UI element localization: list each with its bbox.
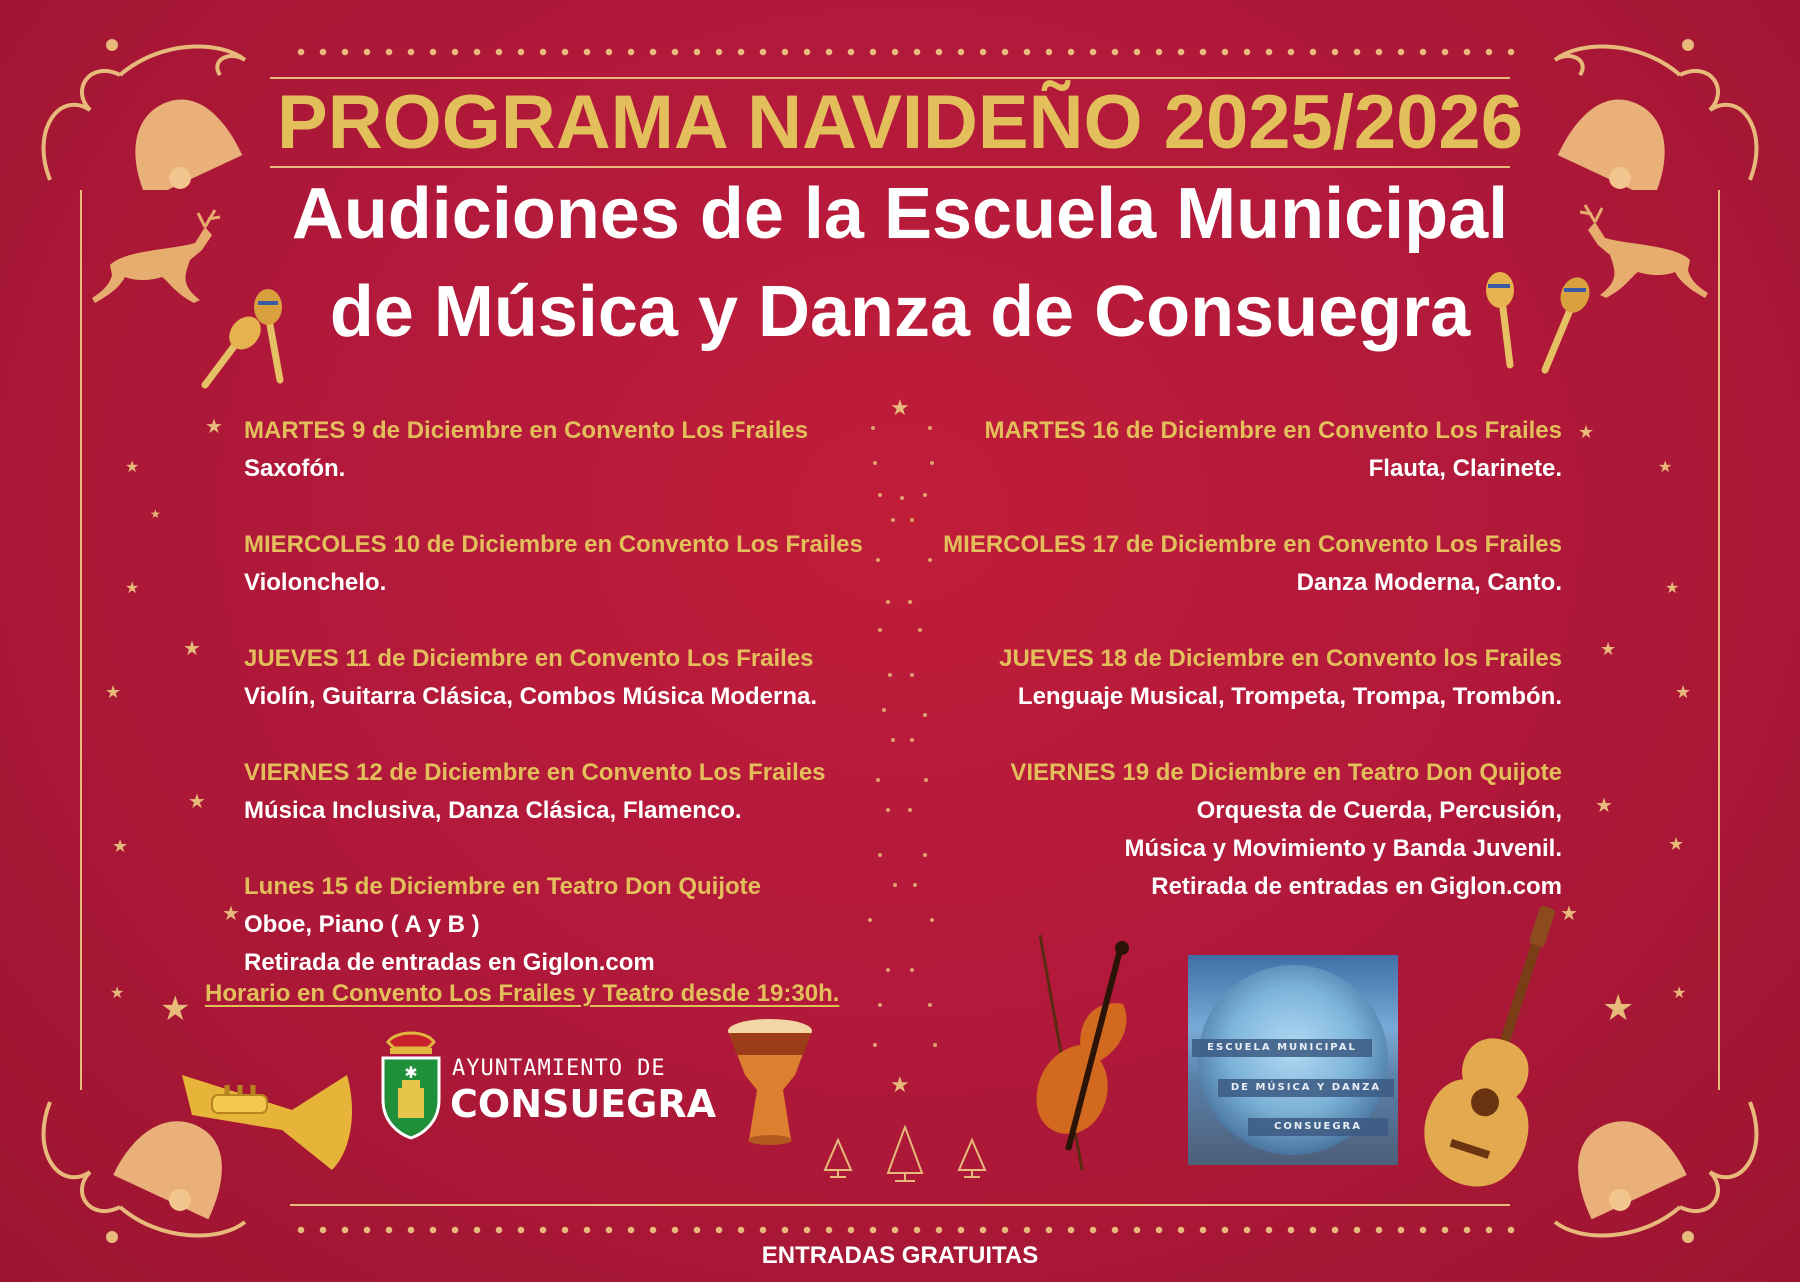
christmas-tree-icon bbox=[820, 1125, 990, 1185]
event-item bbox=[902, 640, 1562, 716]
top-dotted-border bbox=[290, 48, 1520, 56]
event-date: JUEVES 11 de Diciembre en Convento Los Frailes bbox=[244, 645, 814, 672]
svg-text:★: ★ bbox=[890, 1072, 910, 1097]
event-date: Lunes 15 de Diciembre en Teatro Don Quijote bbox=[244, 873, 761, 900]
svg-text:★: ★ bbox=[105, 682, 122, 702]
event-item bbox=[244, 754, 904, 830]
svg-text:★: ★ bbox=[222, 903, 240, 925]
violin-icon bbox=[1010, 930, 1150, 1175]
svg-text:★: ★ bbox=[1595, 795, 1613, 817]
svg-text:★: ★ bbox=[1675, 682, 1692, 702]
event-date: MARTES 9 de Diciembre en Convento Los Frailes bbox=[244, 417, 809, 444]
svg-text:★: ★ bbox=[125, 580, 140, 597]
escuela-label: ESCUELA MUNICIPAL bbox=[1192, 1039, 1372, 1057]
event-item bbox=[244, 868, 904, 982]
program-title: PROGRAMA NAVIDEÑO 2025/2026 bbox=[277, 80, 1523, 165]
event-instruments: Saxofón. bbox=[244, 455, 346, 482]
svg-text:✱: ✱ bbox=[404, 1065, 418, 1082]
event-instruments: Flauta, Clarinete. bbox=[1368, 455, 1562, 482]
event-date: MIERCOLES 10 de Diciembre en Convento Los Frailes bbox=[244, 531, 863, 558]
consuegra-label: CONSUEGRA bbox=[450, 1082, 717, 1126]
svg-text:★: ★ bbox=[150, 507, 161, 521]
ayuntamiento-logo bbox=[378, 1030, 717, 1140]
coat-of-arms-icon bbox=[378, 1030, 444, 1140]
musica-danza-label: DE MÚSICA Y DANZA bbox=[1218, 1079, 1394, 1097]
free-entry-label: ENTRADAS GRATUITAS bbox=[761, 1242, 1039, 1269]
bottom-dotted-border bbox=[290, 1226, 1520, 1234]
schedule-right-column bbox=[902, 412, 1562, 944]
svg-text:★: ★ bbox=[183, 638, 201, 660]
event-date: VIERNES 12 de Diciembre en Convento Los Frailes bbox=[244, 759, 826, 786]
consuegra-label: CONSUEGRA bbox=[1248, 1118, 1388, 1136]
bottom-border-line bbox=[290, 1204, 1510, 1206]
ayuntamiento-label: AYUNTAMIENTO DE bbox=[452, 1056, 666, 1081]
svg-text:★: ★ bbox=[1560, 903, 1578, 925]
svg-text:★: ★ bbox=[1658, 459, 1673, 476]
drum-icon bbox=[725, 1015, 815, 1145]
title-underline bbox=[270, 166, 1510, 168]
svg-text:★: ★ bbox=[160, 990, 191, 1028]
svg-text:★: ★ bbox=[1602, 987, 1635, 1028]
svg-text:★: ★ bbox=[890, 395, 910, 420]
event-item bbox=[902, 526, 1562, 602]
schedule-time-note: Horario en Convento Los Frailes y Teatro desde 19:30h. bbox=[205, 980, 840, 1007]
svg-text:★: ★ bbox=[125, 459, 140, 476]
top-border-line bbox=[270, 77, 1510, 79]
event-item bbox=[902, 754, 1562, 906]
event-item bbox=[244, 412, 904, 488]
event-instruments: Violín, Guitarra Clásica, Combos Música Moderna. bbox=[244, 683, 818, 710]
svg-text:★: ★ bbox=[205, 416, 223, 438]
schedule-left-column bbox=[244, 412, 904, 1020]
svg-text:★: ★ bbox=[1668, 834, 1685, 854]
event-item bbox=[902, 412, 1562, 488]
trumpet-icon bbox=[172, 1055, 362, 1175]
event-tickets-note: Retirada de entradas en Giglon.com bbox=[244, 949, 655, 976]
svg-text:★: ★ bbox=[1665, 580, 1680, 597]
svg-text:★: ★ bbox=[188, 791, 206, 813]
event-tickets-note: Retirada de entradas en Giglon.com bbox=[1151, 873, 1562, 900]
svg-text:★: ★ bbox=[1578, 422, 1595, 442]
event-date: MIERCOLES 17 de Diciembre en Convento Los Frailes bbox=[943, 531, 1562, 558]
event-date: JUEVES 18 de Diciembre en Convento los Frailes bbox=[999, 645, 1562, 672]
subtitle-line-2: de Música y Danza de Consuegra bbox=[329, 272, 1471, 352]
event-date: VIERNES 19 de Diciembre en Teatro Don Quijote bbox=[1010, 759, 1562, 786]
event-instruments: Oboe, Piano ( A y B ) bbox=[244, 911, 480, 938]
event-instruments: Orquesta de Cuerda, Percusión, bbox=[1196, 797, 1562, 824]
svg-text:★: ★ bbox=[1672, 985, 1687, 1002]
event-instruments: Música y Movimiento y Banda Juvenil. bbox=[1124, 835, 1562, 862]
subtitle-line-1: Audiciones de la Escuela Municipal bbox=[291, 174, 1509, 254]
svg-text:★: ★ bbox=[1600, 639, 1617, 659]
event-instruments: Violonchelo. bbox=[244, 569, 387, 596]
escuela-municipal-logo bbox=[1188, 955, 1398, 1165]
svg-text:★: ★ bbox=[112, 836, 129, 856]
event-item bbox=[244, 640, 904, 716]
guitar-icon bbox=[1412, 900, 1587, 1195]
event-instruments: Lenguaje Musical, Trompeta, Trompa, Trombón. bbox=[1017, 683, 1562, 710]
event-instruments: Música Inclusiva, Danza Clásica, Flamenco. bbox=[244, 797, 742, 824]
event-instruments: Danza Moderna, Canto. bbox=[1296, 569, 1562, 596]
event-item bbox=[244, 526, 904, 602]
event-date: MARTES 16 de Diciembre en Convento Los Frailes bbox=[984, 417, 1562, 444]
svg-text:★: ★ bbox=[110, 985, 125, 1002]
